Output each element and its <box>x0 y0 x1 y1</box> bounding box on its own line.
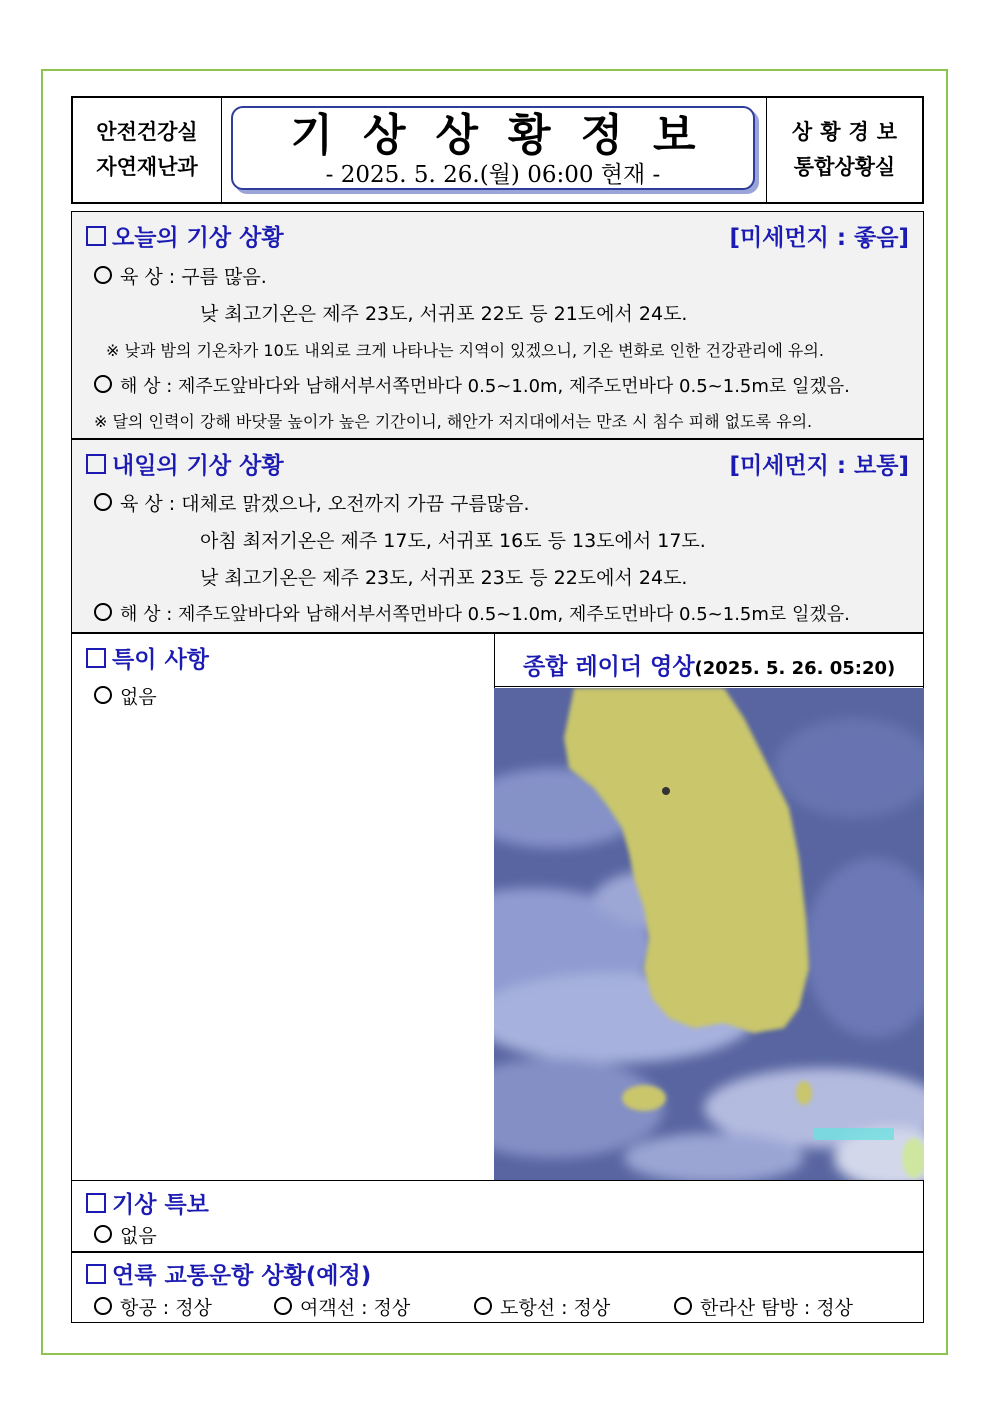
traffic-item <box>674 1293 853 1320</box>
today-sea-label: 해 상 : <box>120 376 173 397</box>
today-title <box>86 219 284 252</box>
today-land <box>94 262 267 289</box>
today-sea <box>94 372 850 398</box>
today-note2: ※ 달의 인력이 강해 바닷물 높이가 높은 기간이니, 해안가 저지대에서는 만조 시 침수 피해 없도록 유의. <box>94 412 813 431</box>
tomorrow-title-text: 내일의 기상 상황 <box>112 453 284 479</box>
report-date: - 2025. 5. 26.(월) 06:00 현재 - <box>325 162 661 188</box>
today-title-text: 오늘의 기상 상황 <box>112 225 284 251</box>
tomorrow-section <box>71 439 924 633</box>
radar-echo <box>814 1128 894 1140</box>
department-right <box>766 98 922 202</box>
report-header <box>71 96 924 204</box>
warning-section <box>71 1180 924 1252</box>
department-left-line1: 안전건강실 <box>96 120 198 144</box>
radar-marker <box>662 787 670 795</box>
tomorrow-land-min: 아침 최저기온은 제주 17도, 서귀포 16도 등 13도에서 17도. <box>200 530 706 552</box>
tomorrow-title <box>86 447 284 480</box>
traffic-item-island-ferry: 도항선 : 정상 <box>500 1297 611 1319</box>
tomorrow-land-text: 대체로 맑겠으나, 오전까지 가끔 구름많음. <box>181 493 530 515</box>
warning-item <box>94 1221 157 1248</box>
traffic-item-ferry: 여객선 : 정상 <box>300 1297 411 1319</box>
today-dust: [미세먼지 : 좋음] <box>729 225 909 251</box>
page-title: 기상상황정보 <box>290 110 726 161</box>
traffic-item <box>274 1293 410 1320</box>
radar-time: (2025. 5. 26. 05:20) <box>694 658 896 679</box>
traffic-title-text: 연륙 교통운항 상황(예정) <box>112 1263 372 1289</box>
tomorrow-land <box>94 489 530 516</box>
checkbox-icon <box>86 1193 106 1213</box>
radar-title-text: 종합 레이더 영상 <box>523 654 695 680</box>
radar-map <box>494 688 924 1180</box>
checkbox-icon <box>86 648 106 668</box>
traffic-title <box>86 1257 371 1290</box>
today-sea-text: 제주도앞바다와 남해서부서쪽먼바다 0.5~1.0m, 제주도먼바다 0.5~1.5m로 일겠음. <box>178 376 850 397</box>
traffic-item-air: 항공 : 정상 <box>120 1297 212 1319</box>
traffic-item-hallasan: 한라산 탐방 : 정상 <box>700 1297 853 1319</box>
bullet-icon <box>94 1225 112 1243</box>
warning-title <box>86 1186 209 1219</box>
bullet-icon <box>474 1297 492 1315</box>
bullet-icon <box>274 1297 292 1315</box>
tomorrow-sea <box>94 600 850 626</box>
today-land-label: 육 상 : <box>120 266 176 288</box>
checkbox-icon <box>86 454 106 474</box>
special-title-text: 특이 사항 <box>112 647 209 673</box>
checkbox-icon <box>86 226 106 246</box>
department-left <box>73 98 222 202</box>
special-title <box>86 641 209 674</box>
tomorrow-sea-text: 제주도앞바다와 남해서부서쪽먼바다 0.5~1.0m, 제주도먼바다 0.5~1.5m로 일겠음. <box>178 604 850 625</box>
bullet-icon <box>94 686 112 704</box>
bullet-icon <box>94 266 112 284</box>
tomorrow-land-label: 육 상 : <box>120 493 176 515</box>
today-section <box>71 211 924 439</box>
warning-title-text: 기상 특보 <box>112 1192 209 1218</box>
tomorrow-dust: [미세먼지 : 보통] <box>729 453 909 479</box>
bullet-icon <box>94 493 112 511</box>
traffic-item <box>94 1293 212 1320</box>
radar-image <box>494 688 924 1180</box>
traffic-item <box>474 1293 610 1320</box>
radar-title <box>495 636 923 687</box>
bullet-icon <box>94 1297 112 1315</box>
tomorrow-land-max: 낮 최고기온은 제주 23도, 서귀포 23도 등 22도에서 24도. <box>200 567 688 589</box>
special-item <box>94 682 157 709</box>
traffic-section <box>71 1252 924 1323</box>
title-box <box>231 106 755 190</box>
today-note1: ※ 낮과 밤의 기온차가 10도 내외로 크게 나타나는 지역이 있겠으니, 기온 변화로 인한 건강관리에 유의. <box>106 341 824 360</box>
warning-item-text: 없음 <box>120 1225 157 1247</box>
department-left-line2: 자연재난과 <box>96 155 198 179</box>
bullet-icon <box>674 1297 692 1315</box>
bullet-icon <box>94 375 112 393</box>
today-land-text: 구름 많음. <box>181 266 267 288</box>
department-right-line2: 통합상황실 <box>793 155 896 179</box>
special-item-text: 없음 <box>120 686 157 708</box>
checkbox-icon <box>86 1264 106 1284</box>
today-land-temp: 낮 최고기온은 제주 23도, 서귀포 22도 등 21도에서 24도. <box>200 303 688 325</box>
tomorrow-sea-label: 해 상 : <box>120 604 173 625</box>
bullet-icon <box>94 603 112 621</box>
department-right-line1: 상황경보 <box>791 120 906 144</box>
